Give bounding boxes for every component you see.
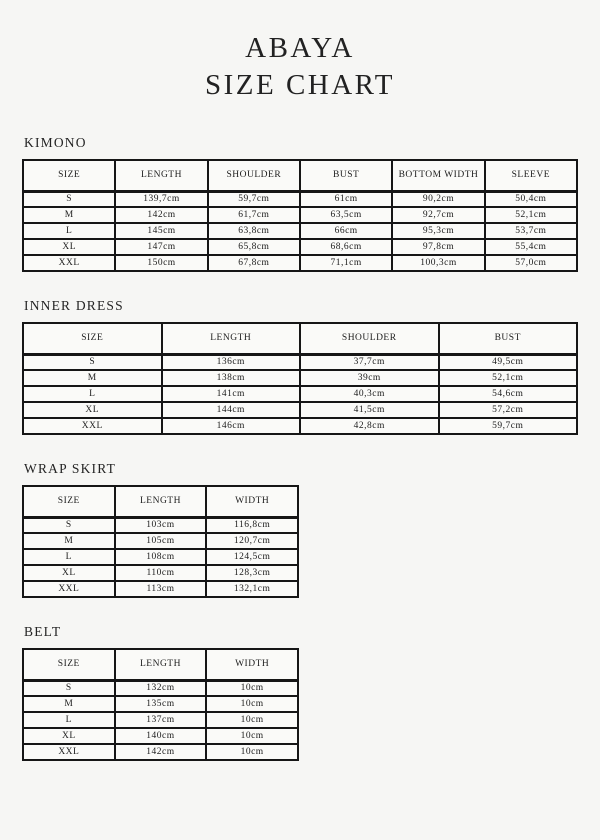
measurement-cell: 10cm [206, 728, 298, 744]
measurement-cell: 61,7cm [208, 207, 300, 223]
measurement-cell: 146cm [162, 418, 301, 434]
measurement-cell: 49,5cm [439, 354, 578, 370]
size-table-kimono [22, 159, 578, 272]
measurement-cell: 40,3cm [300, 386, 439, 402]
table-row [23, 696, 298, 712]
table-head [23, 649, 298, 680]
section-label-belt: BELT [24, 624, 62, 640]
column-header: LENGTH [115, 486, 207, 517]
size-table-belt [22, 648, 299, 761]
column-header: SHOULDER [208, 160, 300, 191]
measurement-cell: 50,4cm [485, 191, 577, 207]
table-row [23, 533, 298, 549]
table-row [23, 207, 577, 223]
table-row [23, 744, 298, 760]
measurement-cell: 147cm [115, 239, 207, 255]
measurement-cell: 139,7cm [115, 191, 207, 207]
section-belt [22, 624, 578, 761]
measurement-cell: 61cm [300, 191, 392, 207]
table-head [23, 323, 577, 354]
table-row [23, 581, 298, 597]
measurement-cell: 137cm [115, 712, 207, 728]
size-cell: XXL [23, 744, 115, 760]
measurement-cell: 57,2cm [439, 402, 578, 418]
table-head [23, 160, 577, 191]
size-cell: M [23, 696, 115, 712]
column-header: WIDTH [206, 486, 298, 517]
column-header: LENGTH [115, 649, 207, 680]
size-cell: S [23, 680, 115, 696]
table-row [23, 712, 298, 728]
table-body [23, 354, 577, 434]
section-kimono [22, 135, 578, 272]
measurement-cell: 66cm [300, 223, 392, 239]
page-title [22, 30, 578, 103]
table-body [23, 680, 298, 760]
measurement-cell: 142cm [115, 744, 207, 760]
measurement-cell: 144cm [162, 402, 301, 418]
measurement-cell: 105cm [115, 533, 207, 549]
size-cell: XXL [23, 255, 115, 271]
measurement-cell: 138cm [162, 370, 301, 386]
measurement-cell: 95,3cm [392, 223, 484, 239]
column-header: LENGTH [162, 323, 301, 354]
measurement-cell: 140cm [115, 728, 207, 744]
header-row [23, 323, 577, 354]
column-header: SIZE [23, 323, 162, 354]
table-row [23, 565, 298, 581]
section-inner-dress [22, 298, 578, 435]
measurement-cell: 132cm [115, 680, 207, 696]
measurement-cell: 68,6cm [300, 239, 392, 255]
section-label-wrap-skirt: WRAP SKIRT [24, 461, 117, 477]
column-header: LENGTH [115, 160, 207, 191]
table-row [23, 402, 577, 418]
measurement-cell: 42,8cm [300, 418, 439, 434]
measurement-cell: 59,7cm [208, 191, 300, 207]
column-header: BUST [300, 160, 392, 191]
measurement-cell: 150cm [115, 255, 207, 271]
header-row [23, 649, 298, 680]
measurement-cell: 63,8cm [208, 223, 300, 239]
measurement-cell: 10cm [206, 744, 298, 760]
sections-container [22, 135, 578, 761]
size-cell: L [23, 549, 115, 565]
measurement-cell: 10cm [206, 712, 298, 728]
measurement-cell: 52,1cm [439, 370, 578, 386]
size-cell: L [23, 223, 115, 239]
measurement-cell: 141cm [162, 386, 301, 402]
size-cell: M [23, 370, 162, 386]
column-header: SHOULDER [300, 323, 439, 354]
measurement-cell: 124,5cm [206, 549, 298, 565]
size-cell: L [23, 386, 162, 402]
column-header: SIZE [23, 649, 115, 680]
size-cell: S [23, 191, 115, 207]
table-row [23, 191, 577, 207]
size-table-wrap-skirt [22, 485, 299, 598]
size-cell: S [23, 354, 162, 370]
measurement-cell: 67,8cm [208, 255, 300, 271]
column-header: WIDTH [206, 649, 298, 680]
measurement-cell: 63,5cm [300, 207, 392, 223]
measurement-cell: 128,3cm [206, 565, 298, 581]
column-header: BUST [439, 323, 578, 354]
size-table-inner-dress [22, 322, 578, 435]
size-cell: M [23, 207, 115, 223]
header-row [23, 160, 577, 191]
header-row [23, 486, 298, 517]
measurement-cell: 41,5cm [300, 402, 439, 418]
section-wrap-skirt [22, 461, 578, 598]
measurement-cell: 103cm [115, 517, 207, 533]
measurement-cell: 54,6cm [439, 386, 578, 402]
table-row [23, 386, 577, 402]
measurement-cell: 10cm [206, 696, 298, 712]
size-cell: XL [23, 239, 115, 255]
table-row [23, 549, 298, 565]
page-title-line1: ABAYA [245, 32, 355, 64]
measurement-cell: 108cm [115, 549, 207, 565]
table-head [23, 486, 298, 517]
column-header: SIZE [23, 486, 115, 517]
measurement-cell: 120,7cm [206, 533, 298, 549]
size-cell: XL [23, 565, 115, 581]
measurement-cell: 52,1cm [485, 207, 577, 223]
size-cell: XXL [23, 581, 115, 597]
measurement-cell: 116,8cm [206, 517, 298, 533]
measurement-cell: 10cm [206, 680, 298, 696]
measurement-cell: 71,1cm [300, 255, 392, 271]
table-row [23, 223, 577, 239]
measurement-cell: 132,1cm [206, 581, 298, 597]
measurement-cell: 113cm [115, 581, 207, 597]
measurement-cell: 59,7cm [439, 418, 578, 434]
measurement-cell: 100,3cm [392, 255, 484, 271]
measurement-cell: 136cm [162, 354, 301, 370]
table-row [23, 517, 298, 533]
table-row [23, 239, 577, 255]
measurement-cell: 65,8cm [208, 239, 300, 255]
section-label-kimono: KIMONO [24, 135, 87, 151]
measurement-cell: 145cm [115, 223, 207, 239]
table-row [23, 418, 577, 434]
column-header: SLEEVE [485, 160, 577, 191]
size-cell: XXL [23, 418, 162, 434]
measurement-cell: 90,2cm [392, 191, 484, 207]
measurement-cell: 39cm [300, 370, 439, 386]
size-cell: L [23, 712, 115, 728]
table-row [23, 354, 577, 370]
size-cell: M [23, 533, 115, 549]
table-body [23, 191, 577, 271]
section-label-inner-dress: INNER DRESS [24, 298, 124, 314]
page-title-line2: SIZE CHART [204, 68, 395, 101]
size-cell: XL [23, 402, 162, 418]
size-cell: S [23, 517, 115, 533]
table-row [23, 680, 298, 696]
table-row [23, 728, 298, 744]
measurement-cell: 37,7cm [300, 354, 439, 370]
measurement-cell: 53,7cm [485, 223, 577, 239]
measurement-cell: 57,0cm [485, 255, 577, 271]
column-header: SIZE [23, 160, 115, 191]
table-row [23, 370, 577, 386]
measurement-cell: 97,8cm [392, 239, 484, 255]
column-header: BOTTOM WIDTH [392, 160, 484, 191]
table-body [23, 517, 298, 597]
table-row [23, 255, 577, 271]
measurement-cell: 92,7cm [392, 207, 484, 223]
measurement-cell: 55,4cm [485, 239, 577, 255]
measurement-cell: 142cm [115, 207, 207, 223]
measurement-cell: 110cm [115, 565, 207, 581]
size-cell: XL [23, 728, 115, 744]
measurement-cell: 135cm [115, 696, 207, 712]
